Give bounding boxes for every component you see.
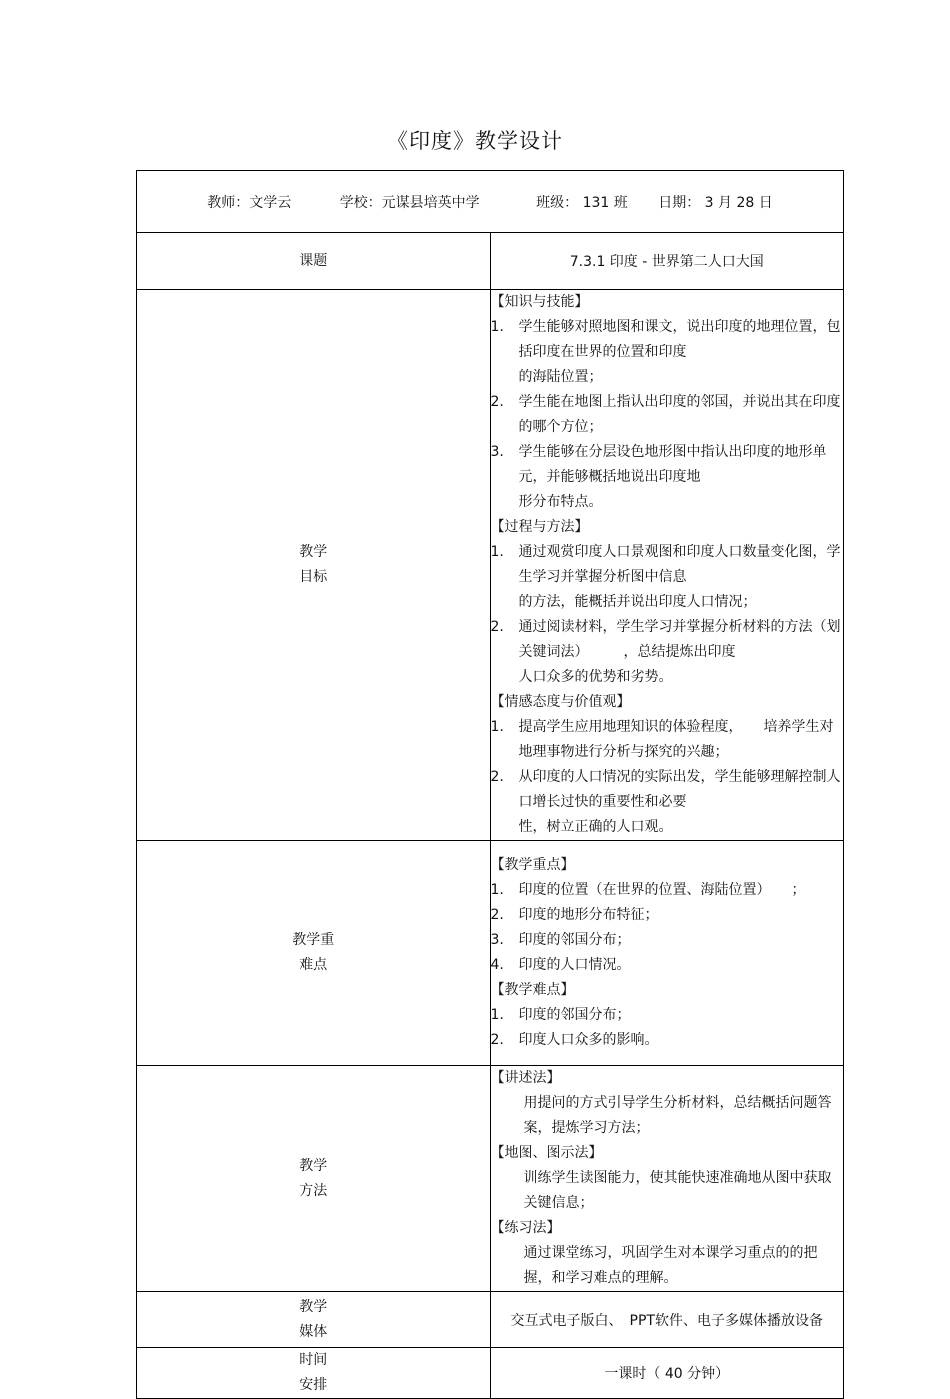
section-heading: 【知识与技能】 xyxy=(490,294,589,310)
list-item: 2. 印度人口众多的影响。 xyxy=(490,1032,659,1048)
list-item-continued: 性，树立正确的人口观。 xyxy=(518,819,673,835)
list-item: 1. 学生能够对照地图和课文，说出印度的地理位置，包括印度在世界的位置和印度 xyxy=(490,319,841,360)
list-item: 1. 印度的邻国分布； xyxy=(490,1007,631,1023)
list-item: 1. 通过观赏印度人口景观图和印度人口数量变化图，学生学习并掌握分析图中信息 xyxy=(490,544,841,585)
key-points-content xyxy=(490,841,844,1066)
methods-content xyxy=(490,1066,844,1292)
topic-row xyxy=(137,233,844,290)
lesson-plan-table xyxy=(136,170,844,1399)
list-item-continued: 人口众多的优势和劣势。 xyxy=(518,669,673,685)
key-points-row xyxy=(137,841,844,1066)
objectives-label: 教学 目标 xyxy=(137,290,491,841)
list-item-continued: 形分布特点。 xyxy=(518,494,603,510)
objectives-row xyxy=(137,290,844,841)
section-heading: 【练习法】 xyxy=(490,1220,561,1236)
topic-value: 7.3.1 印度 - 世界第二人口大国 xyxy=(490,233,844,290)
list-item: 4. 印度的人口情况。 xyxy=(490,957,631,973)
list-item: 1. 提高学生应用地理知识的体验程度， 培养学生对地理事物进行分析与探究的兴趣； xyxy=(490,719,834,760)
method-description: 通过课堂练习，巩固学生对本课学习重点的的把握，和学习难点的理解。 xyxy=(523,1245,818,1286)
header-row xyxy=(137,171,844,233)
topic-label: 课题 xyxy=(137,233,491,290)
class-info: 班级： 131 班 xyxy=(536,194,628,211)
methods-row xyxy=(137,1066,844,1292)
teacher-info: 教师：文学云 xyxy=(207,194,292,211)
methods-label: 教学 方法 xyxy=(137,1066,491,1292)
document-title: 《印度》教学设计 xyxy=(387,129,563,153)
list-item: 3. 学生能够在分层设色地形图中指认出印度的地形单元，并能够概括地说出印度地 xyxy=(490,444,827,485)
section-heading: 【过程与方法】 xyxy=(490,519,589,535)
key-points-label: 教学重 难点 xyxy=(137,841,491,1066)
list-item: 2. 从印度的人口情况的实际出发，学生能够理解控制人口增长过快的重要性和必要 xyxy=(490,769,841,810)
school-info: 学校：元谋县培英中学 xyxy=(339,194,480,211)
list-item-continued: 的方法，能概括并说出印度人口情况； xyxy=(518,594,757,610)
list-item: 3. 印度的邻国分布； xyxy=(490,932,631,948)
section-heading: 【教学难点】 xyxy=(490,982,575,998)
media-value: 交互式电子版白、 PPT软件、电子多媒体播放设备 xyxy=(490,1292,844,1348)
media-label: 教学 媒体 xyxy=(137,1292,491,1348)
schedule-row xyxy=(137,1348,844,1399)
schedule-value: 一课时（ 40 分钟） xyxy=(490,1348,844,1399)
list-item-continued: 的海陆位置； xyxy=(518,369,603,385)
date-info: 日期： 3 月 28 日 xyxy=(658,194,773,211)
schedule-label: 时间 安排 xyxy=(137,1348,491,1399)
objectives-content xyxy=(490,290,844,841)
method-description: 训练学生读图能力，使其能快速准确地从图中获取关键信息； xyxy=(523,1170,832,1211)
list-item: 2. 学生能在地图上指认出印度的邻国，并说出其在印度的哪个方位； xyxy=(490,394,841,435)
media-row xyxy=(137,1292,844,1348)
list-item: 2. 通过阅读材料，学生学习并掌握分析材料的方法（划关键词法） ，总结提炼出印度 xyxy=(490,619,841,660)
section-heading: 【讲述法】 xyxy=(490,1070,561,1086)
list-item: 1. 印度的位置（在世界的位置、海陆位置） ； xyxy=(490,882,806,898)
section-heading: 【教学重点】 xyxy=(490,857,575,873)
section-heading: 【情感态度与价值观】 xyxy=(490,694,631,710)
section-heading: 【地图、图示法】 xyxy=(490,1145,603,1161)
header-cell xyxy=(137,171,844,233)
method-description: 用提问的方式引导学生分析材料，总结概括问题答案，提炼学习方法； xyxy=(523,1095,832,1136)
list-item: 2. 印度的地形分布特征； xyxy=(490,907,659,923)
